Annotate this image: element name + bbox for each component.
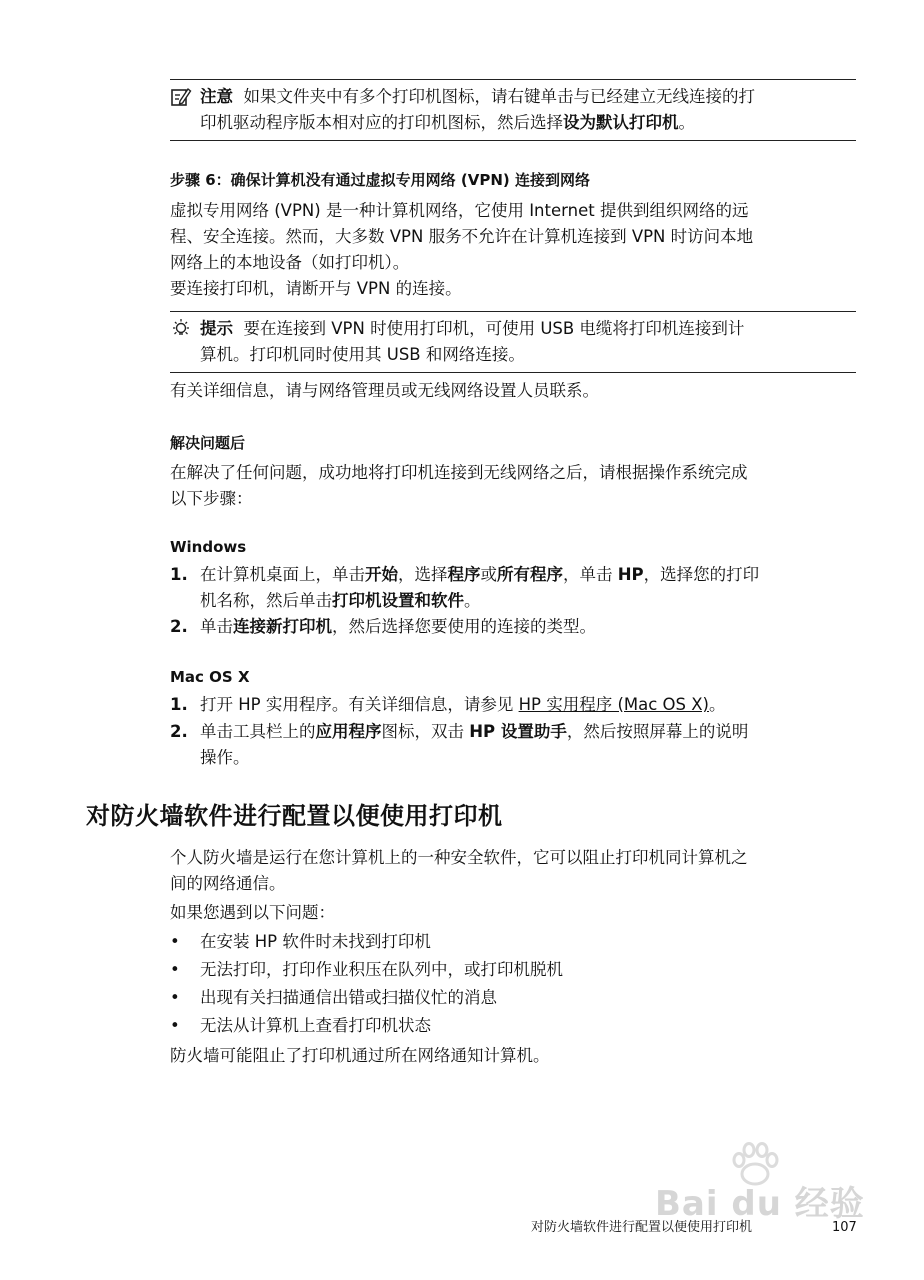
bullet-icon: • xyxy=(170,1016,180,1035)
programs-term: 程序 xyxy=(447,565,481,584)
m2-text-c: 图标，双击 xyxy=(381,722,470,741)
page-number: 107 xyxy=(832,1220,857,1235)
windows-step-2-text xyxy=(200,614,870,640)
bullet-icon: • xyxy=(170,932,180,951)
bullet-text: 无法打印，打印作业积压在队列中，或打印机脱机 xyxy=(200,960,563,979)
list-item xyxy=(170,1013,870,1041)
firewall-paragraph-3: 防火墙可能阻止了打印机通过所在网络通知计算机。 xyxy=(170,1046,550,1065)
w1-text-c: ，选择 xyxy=(398,565,448,584)
all-programs-term: 所有程序 xyxy=(497,565,563,584)
bullet-text: 无法从计算机上查看打印机状态 xyxy=(200,1016,431,1035)
after-solving-heading: 解决问题后 xyxy=(170,434,246,452)
connect-new-printer-term: 连接新打印机 xyxy=(233,617,332,636)
baidu-watermark xyxy=(655,1140,865,1224)
note-text-2-end: 。 xyxy=(678,113,695,132)
step6-paragraph-1 xyxy=(170,198,870,276)
firewall-section-title: 对防火墙软件进行配置以便使用打印机 xyxy=(86,802,503,830)
w2-text-c: ，然后选择您要使用的连接的类型。 xyxy=(332,617,596,636)
after-solving-paragraph xyxy=(170,460,870,512)
firewall-paragraph-2: 如果您遇到以下问题： xyxy=(170,903,335,922)
windows-step-2-number: 2. xyxy=(170,617,188,636)
w1-text-e: 或 xyxy=(480,565,497,584)
step6-p1-line-2: 程、安全连接。然而，大多数 VPN 服务不允许在计算机连接到 VPN 时访问本地 xyxy=(170,227,754,246)
list-item xyxy=(170,929,870,957)
note-line-2 xyxy=(200,110,856,136)
windows-step-1-line-2 xyxy=(200,588,870,614)
firewall-paragraph-1 xyxy=(170,845,870,897)
tip-text-2: 算机。打印机同时使用其 USB 和网络连接。 xyxy=(200,345,525,364)
note-line-1 xyxy=(200,84,856,110)
windows-heading: Windows xyxy=(170,538,247,556)
windows-step-2 xyxy=(170,614,870,640)
start-term: 开始 xyxy=(365,565,398,584)
firewall-bullet-list xyxy=(170,929,870,1041)
w1-text-l2c: 。 xyxy=(464,591,481,610)
hp-term: HP xyxy=(617,565,644,584)
tip-line-1 xyxy=(200,316,856,342)
step6-p1-line-3: 网络上的本地设备（如打印机）。 xyxy=(170,253,410,272)
w1-text-g: ，单击 xyxy=(563,565,618,584)
mac-step-2 xyxy=(170,719,870,771)
list-item xyxy=(170,985,870,1013)
bullet-text: 出现有关扫描通信出错或扫描仪忙的消息 xyxy=(200,988,497,1007)
note-pencil-icon xyxy=(170,86,192,108)
footer-section-name: 对防火墙软件进行配置以便使用打印机 xyxy=(531,1220,753,1235)
firewall-p1-line-2: 间的网络通信。 xyxy=(170,874,286,893)
mac-step-1-text xyxy=(200,692,870,718)
mac-step-2-line-2: 操作。 xyxy=(200,748,250,767)
m2-text-e: ，然后按照屏幕上的说明 xyxy=(566,722,749,741)
windows-step-1 xyxy=(170,562,870,614)
note-text-2: 印机驱动程序版本相对应的打印机图标，然后选择 xyxy=(200,113,563,132)
m2-text-a: 单击工具栏上的 xyxy=(200,722,316,741)
tip-label: 提示 xyxy=(200,319,233,338)
printer-setup-software-term: 打印机设置和软件 xyxy=(332,591,464,610)
after-line-1: 在解决了任何问题，成功地将打印机连接到无线网络之后，请根据操作系统完成 xyxy=(170,463,748,482)
w1-text-a: 在计算机桌面上，单击 xyxy=(200,565,365,584)
contact-paragraph: 有关详细信息，请与网络管理员或无线网络设置人员联系。 xyxy=(170,381,599,400)
hp-utility-link[interactable]: HP 实用程序 (Mac OS X) xyxy=(518,695,709,714)
set-default-printer-term: 设为默认打印机 xyxy=(563,113,679,132)
watermark-text: Bai du 经验 xyxy=(655,1184,865,1224)
mac-step-1 xyxy=(170,692,870,718)
w1-text-l2a: 机名称，然后单击 xyxy=(200,591,332,610)
lightbulb-icon xyxy=(170,318,192,340)
windows-step-1-line-1 xyxy=(200,562,870,588)
step6-paragraph-2: 要连接打印机，请断开与 VPN 的连接。 xyxy=(170,279,462,298)
bullet-text: 在安装 HP 软件时未找到打印机 xyxy=(200,932,431,951)
w1-text-i: ，选择您的打印 xyxy=(643,565,760,584)
tip-text-1: 要在连接到 VPN 时使用打印机，可使用 USB 电缆将打印机连接到计 xyxy=(243,319,745,338)
mac-step-2-number: 2. xyxy=(170,722,188,741)
mac-step-2-line-1 xyxy=(200,719,870,745)
bullet-icon: • xyxy=(170,960,180,979)
windows-step-1-text xyxy=(200,562,870,614)
mac-heading: Mac OS X xyxy=(170,668,250,686)
note-label: 注意 xyxy=(200,87,233,106)
note-box xyxy=(170,79,856,141)
m1-text-c: 。 xyxy=(709,695,726,714)
applications-term: 应用程序 xyxy=(315,722,382,741)
firewall-p1-line-1: 个人防火墙是运行在您计算机上的一种安全软件，它可以阻止打印机同计算机之 xyxy=(170,848,748,867)
mac-step-2-text xyxy=(200,719,870,771)
step6-heading: 步骤 6：确保计算机没有通过虚拟专用网络 (VPN) 连接到网络 xyxy=(170,171,590,189)
step6-p1-line-1: 虚拟专用网络 (VPN) 是一种计算机网络，它使用 Internet 提供到组织网络的远 xyxy=(170,201,749,220)
list-item xyxy=(170,957,870,985)
windows-step-1-number: 1. xyxy=(170,565,188,584)
m1-text-a: 打开 HP 实用程序。有关详细信息，请参见 xyxy=(200,695,519,714)
mac-step-1-number: 1. xyxy=(170,695,188,714)
after-line-2: 以下步骤： xyxy=(170,489,253,508)
tip-box xyxy=(170,311,856,373)
bullet-icon: • xyxy=(170,988,180,1007)
hp-setup-assistant-term: HP 设置助手 xyxy=(469,722,567,741)
note-text-1: 如果文件夹中有多个打印机图标，请右键单击与已经建立无线连接的打 xyxy=(243,87,755,106)
w2-text-a: 单击 xyxy=(200,617,233,636)
